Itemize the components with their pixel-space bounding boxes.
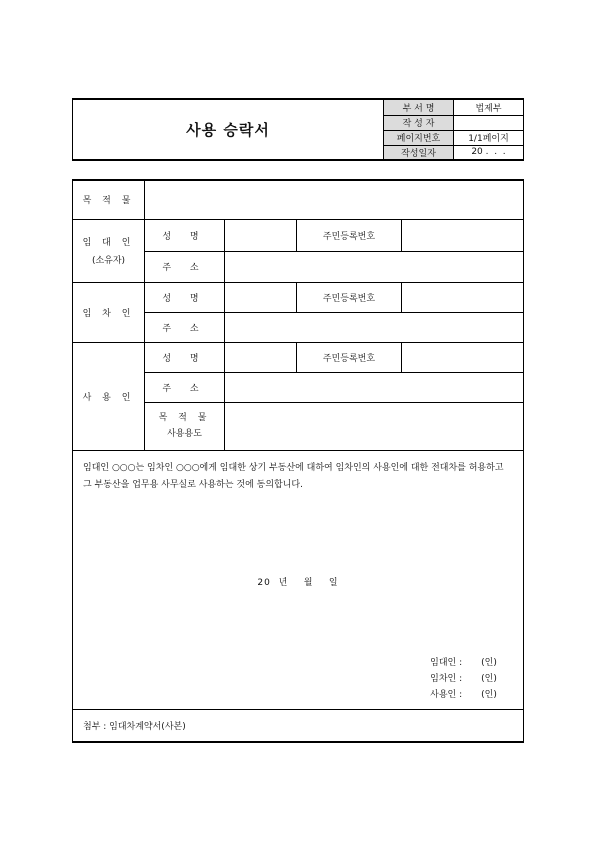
- user-id-label: 주민등록번호: [297, 342, 402, 372]
- date-line: 20 년 월 일: [257, 577, 339, 588]
- lessee-id-label: 주민등록번호: [297, 282, 402, 312]
- lessee-label: 임 차 인: [73, 282, 145, 342]
- lessor-label: [73, 219, 145, 282]
- signature-user-label: 사용인 :: [430, 689, 463, 700]
- property-label: 목 적 물: [73, 180, 145, 219]
- lessor-name-label: 성 명: [145, 219, 225, 251]
- document-header: [72, 98, 524, 161]
- dept-label: 부 서 명: [384, 99, 454, 115]
- lessor-title: 임 대 인: [82, 238, 135, 248]
- signature-lessor-seal: (인): [481, 657, 497, 668]
- page-number-label: 페이지번호: [384, 130, 454, 145]
- user-name-label: 성 명: [145, 342, 225, 372]
- consent-body: [73, 450, 524, 709]
- date-value: 20 . . .: [454, 145, 524, 160]
- purpose-field[interactable]: [225, 402, 524, 450]
- user-label: 사 용 인: [73, 342, 145, 450]
- signature-lessee-label: 임차인 :: [430, 673, 463, 684]
- lessor-address-field[interactable]: [225, 251, 524, 282]
- lessee-name-field[interactable]: [225, 282, 297, 312]
- user-address-field[interactable]: [225, 372, 524, 402]
- user-id-field[interactable]: [402, 342, 524, 372]
- user-name-field[interactable]: [225, 342, 297, 372]
- purpose-label: [145, 402, 225, 450]
- signature-lessor-label: 임대인 :: [430, 657, 463, 668]
- consent-text: 임대인 ○○○는 임차인 ○○○에게 임대한 상기 부동산에 대하여 임차인의 사용인에 대한 전대차를 허용하고 그 부동산을 업무용 사무실로 사용하는 것에 동의합니다.: [83, 462, 504, 490]
- lessor-name-field[interactable]: [225, 219, 297, 251]
- consent-form: [72, 179, 524, 743]
- lessee-id-field[interactable]: [402, 282, 524, 312]
- purpose-label-line1: 목 적 물: [158, 413, 211, 423]
- dept-value: 법제부: [454, 99, 524, 115]
- lessee-name-label: 성 명: [145, 282, 225, 312]
- lessor-id-label: 주민등록번호: [297, 219, 402, 251]
- signature-lessee: [398, 671, 510, 684]
- signature-lessor: [398, 655, 510, 668]
- lessor-address-label: 주 소: [145, 251, 225, 282]
- property-field[interactable]: [145, 180, 524, 219]
- author-value: [454, 115, 524, 130]
- lessee-address-label: 주 소: [145, 312, 225, 342]
- user-address-label: 주 소: [145, 372, 225, 402]
- lessor-subtitle: (소유자): [91, 256, 126, 266]
- signature-user: [398, 687, 510, 700]
- date-label: 작성일자: [384, 145, 454, 160]
- signature-user-seal: (인): [481, 689, 497, 700]
- author-label: 작 성 자: [384, 115, 454, 130]
- lessor-id-field[interactable]: [402, 219, 524, 251]
- lessee-address-field[interactable]: [225, 312, 524, 342]
- attachment-note: 첨부 : 임대차계약서(사본): [73, 709, 524, 742]
- signature-lessee-seal: (인): [481, 673, 497, 684]
- page-number-value: 1/1페이지: [454, 130, 524, 145]
- document-title: 사용 승락서: [73, 99, 384, 160]
- purpose-label-line2: 사용용도: [167, 429, 202, 439]
